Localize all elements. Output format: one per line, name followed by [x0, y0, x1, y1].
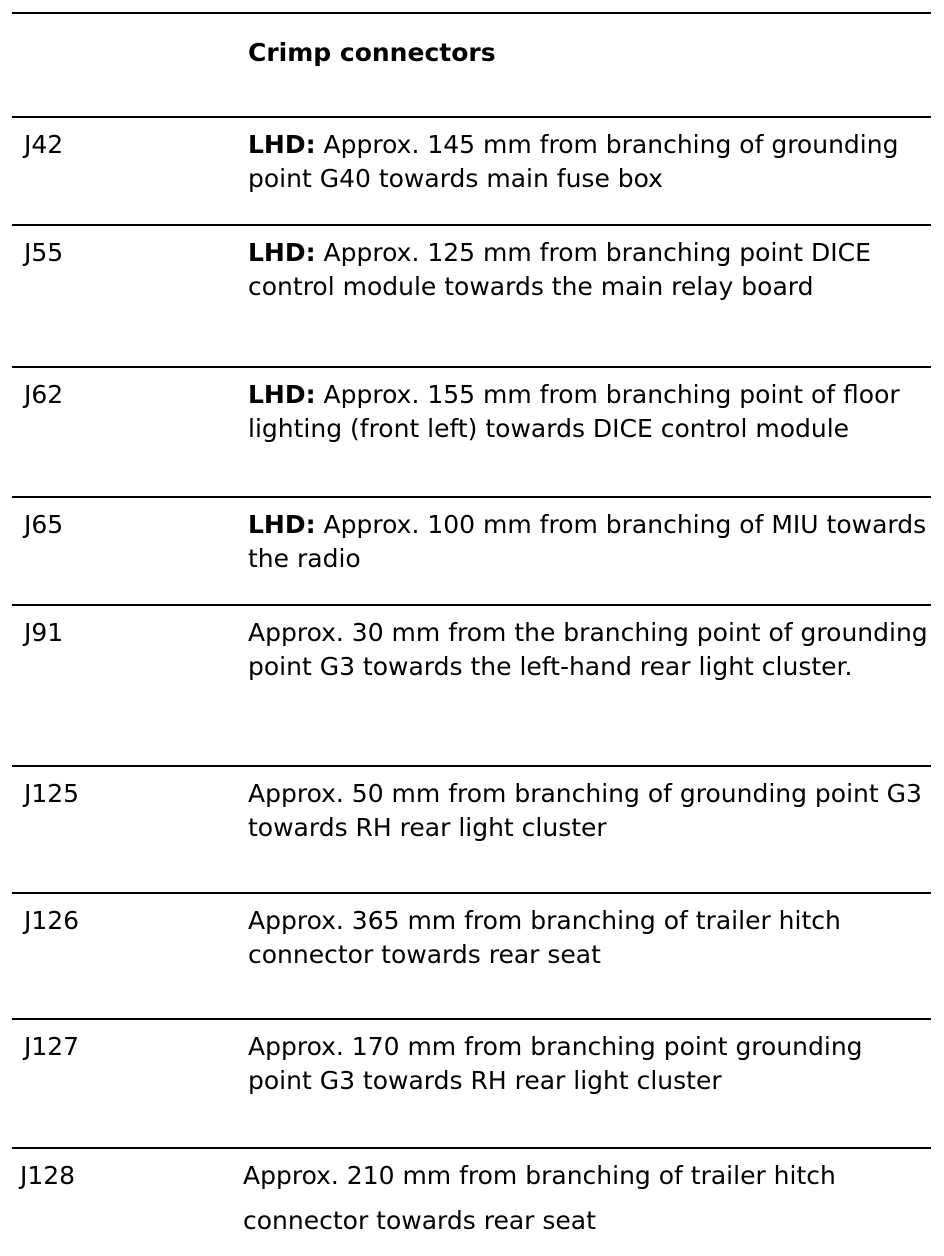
- row-text: Approx. 50 mm from branching of grounding point G3 towards RH rear light cluster: [248, 779, 922, 842]
- table-header-title: Crimp connectors: [248, 38, 496, 67]
- row-rule: [12, 224, 931, 226]
- row-description: [248, 236, 928, 304]
- row-id: J65: [24, 510, 64, 539]
- row-text: Approx. 170 mm from branching point grounding point G3 towards RH rear light cluster: [248, 1032, 863, 1095]
- row-id: J62: [24, 380, 64, 409]
- row-id: J128: [20, 1161, 76, 1190]
- row-id: J91: [24, 618, 64, 647]
- row-text: Approx. 210 mm from branching of trailer hitch connector towards rear seat: [243, 1161, 836, 1235]
- row-text: Approx. 145 mm from branching of grounding point G40 towards main fuse box: [248, 130, 899, 193]
- row-rule: [12, 604, 931, 606]
- row-rule: [12, 1018, 931, 1020]
- row-prefix: LHD:: [248, 380, 316, 409]
- row-id: J42: [24, 130, 64, 159]
- row-id: J55: [24, 238, 64, 267]
- row-rule: [12, 1147, 931, 1149]
- row-text: Approx. 365 mm from branching of trailer hitch connector towards rear seat: [248, 906, 841, 969]
- table-top-rule: [12, 12, 931, 14]
- row-rule: [12, 366, 931, 368]
- row-prefix: LHD:: [248, 238, 316, 267]
- row-text: Approx. 155 mm from branching point of floor lighting (front left) towards DICE control module: [248, 380, 900, 443]
- row-rule: [12, 892, 931, 894]
- row-rule: [12, 116, 931, 118]
- row-id: J125: [24, 779, 80, 808]
- row-description: [248, 508, 928, 576]
- row-description: [248, 777, 928, 845]
- row-rule: [12, 765, 931, 767]
- row-prefix: LHD:: [248, 130, 316, 159]
- row-text: Approx. 125 mm from branching point DICE control module towards the main relay board: [248, 238, 871, 301]
- row-prefix: LHD:: [248, 510, 316, 539]
- row-description: [248, 904, 928, 972]
- row-rule: [12, 496, 931, 498]
- row-description: [248, 378, 928, 446]
- row-text: Approx. 100 mm from branching of MIU towards the radio: [248, 510, 927, 573]
- row-description: [248, 1030, 928, 1098]
- row-description: [243, 1153, 923, 1243]
- row-description: [248, 128, 928, 196]
- row-id: J127: [24, 1032, 80, 1061]
- row-description: [248, 616, 928, 684]
- row-id: J126: [24, 906, 80, 935]
- row-text: Approx. 30 mm from the branching point of grounding point G3 towards the left-hand rear light cluster.: [248, 618, 928, 681]
